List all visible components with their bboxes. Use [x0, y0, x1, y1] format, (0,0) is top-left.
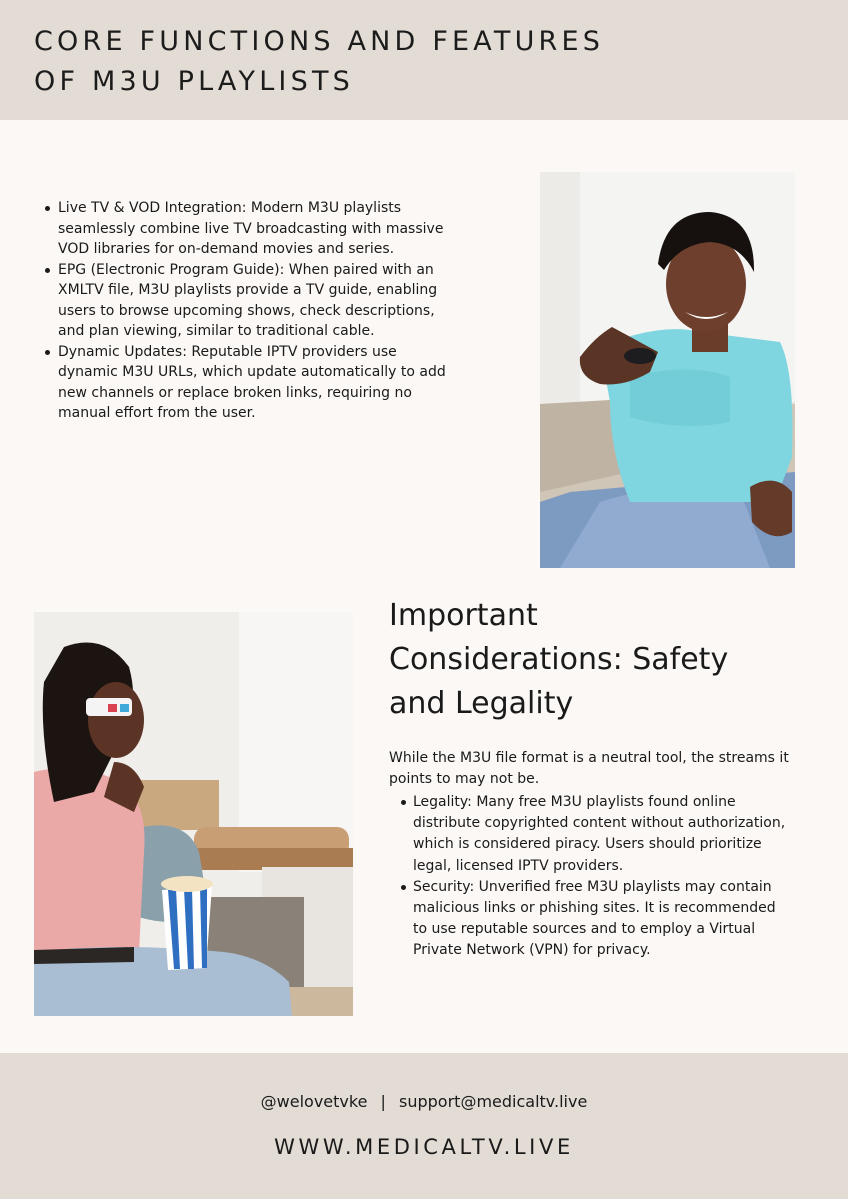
feature-item-live-tv-vod: Live TV & VOD Integration: Modern M3U playlists seamlessly combine live TV broadcasting with massive VOD libraries for on-demand movies and series.	[40, 198, 460, 260]
contact-line	[0, 1091, 848, 1113]
feature-item-epg: EPG (Electronic Program Guide): When paired with an XMLTV file, M3U playlists provide a TV guide, enabling users to browse upcoming shows, check descriptions, and plan viewing, similar to traditional cable.	[40, 260, 460, 342]
page-title	[34, 22, 604, 102]
photo-woman-with-popcorn	[34, 612, 353, 1016]
website-link[interactable]: WWW.MEDICALTV.LIVE	[274, 1135, 574, 1159]
social-handle[interactable]: @welovetvke	[260, 1092, 368, 1111]
consideration-item-legality: Legality: Many free M3U playlists found online distribute copyrighted content without authorization, which is considered piracy. Users should prioritize legal, licensed IPTV providers.	[396, 792, 791, 877]
feature-item-dynamic-updates: Dynamic Updates: Reputable IPTV providers use dynamic M3U URLs, which update automatically to add new channels or replace broken links, requiring no manual effort from the user.	[40, 342, 460, 424]
photo-man-with-remote	[540, 172, 795, 568]
considerations-list	[396, 792, 791, 962]
features-list	[40, 198, 460, 424]
considerations-title-line-2: Considerations: Safety	[389, 642, 729, 677]
consideration-item-security: Security: Unverified free M3U playlists may contain malicious links or phishing sites. It is recommended to use reputable sources and to employ a Virtual Private Network (VPN) for privacy.	[396, 877, 791, 962]
support-email-link[interactable]: support@medicaltv.live	[399, 1092, 588, 1111]
contact-separator: |	[380, 1092, 386, 1111]
features-section	[40, 198, 460, 424]
considerations-title-line-1: Important	[389, 598, 538, 633]
page-title-line-2: OF M3U PLAYLISTS	[34, 66, 354, 97]
footer-band	[0, 1053, 848, 1199]
considerations-title-line-3: and Legality	[389, 686, 574, 721]
man-with-remote-illustration	[540, 172, 795, 568]
page-title-line-1: CORE FUNCTIONS AND FEATURES	[34, 26, 605, 57]
considerations-intro: While the M3U file format is a neutral tool, the streams it points to may not be.	[389, 750, 789, 787]
considerations-title	[389, 594, 809, 726]
header-band	[0, 0, 848, 120]
woman-with-popcorn-illustration	[34, 612, 353, 1016]
